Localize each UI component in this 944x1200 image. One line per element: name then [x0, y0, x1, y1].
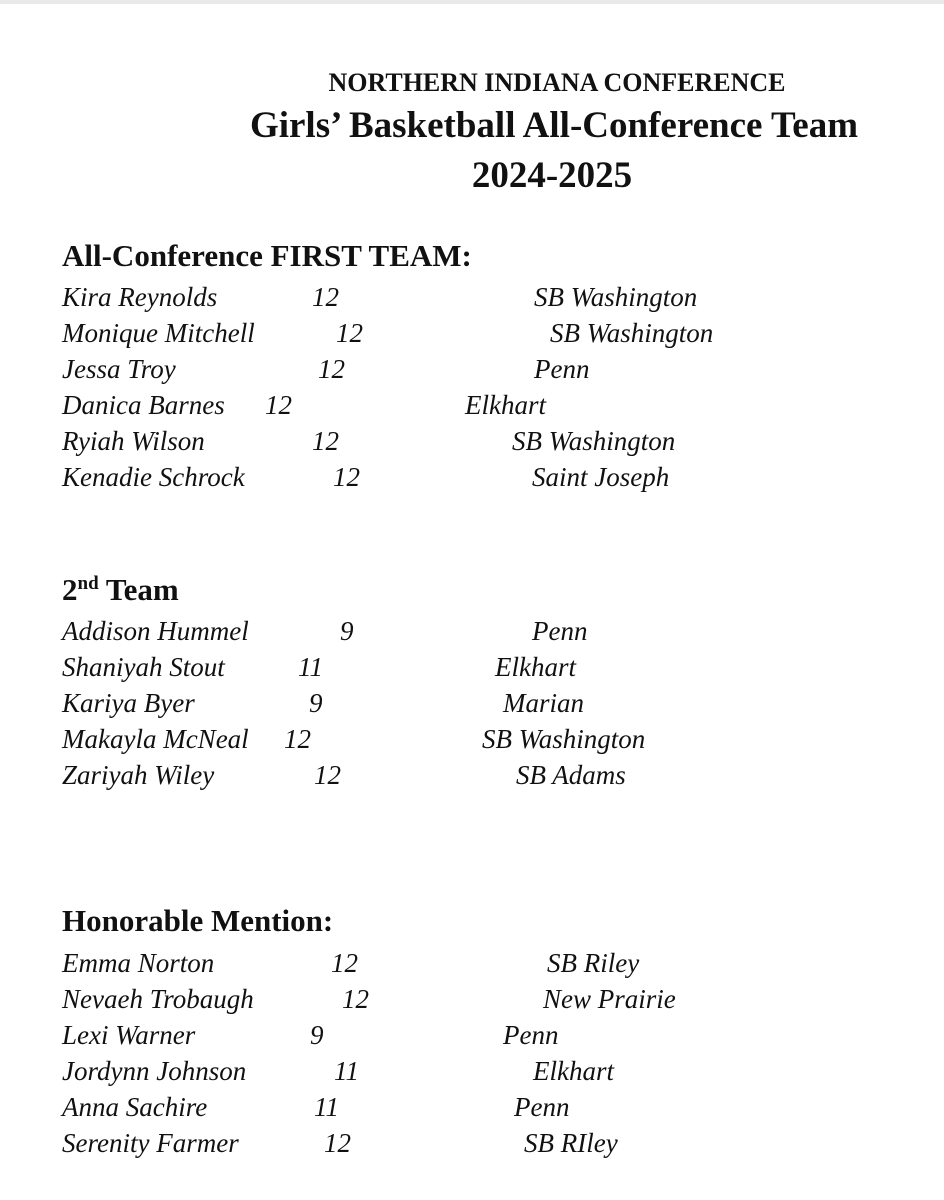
- player-school: Penn: [534, 354, 590, 384]
- player-school: Saint Joseph: [532, 462, 670, 492]
- player-grade: 12: [284, 724, 311, 754]
- player-school: Penn: [514, 1092, 570, 1122]
- player-grade: 12: [331, 948, 358, 978]
- player-grade: 12: [336, 318, 363, 348]
- conference-name: NORTHERN INDIANA CONFERENCE: [328, 68, 786, 97]
- player-name: Jessa Troy: [62, 354, 176, 384]
- player-name: Emma Norton: [62, 948, 215, 978]
- second-team-row: [0, 688, 944, 724]
- player-school: SB Adams: [516, 760, 626, 790]
- second-team-row: [0, 616, 944, 652]
- first-team-row: [0, 426, 944, 462]
- player-name: Kariya Byer: [62, 688, 195, 718]
- player-school: Penn: [503, 1020, 559, 1050]
- player-name: Zariyah Wiley: [62, 760, 215, 790]
- first-team-row: [0, 354, 944, 390]
- second-team-row: [0, 724, 944, 760]
- player-school: SB Washington: [534, 282, 698, 312]
- second-team-row: [0, 760, 944, 796]
- second-team-heading-word: Team: [98, 572, 179, 607]
- honorable-mention-row: [0, 1128, 944, 1164]
- player-school: SB Washington: [550, 318, 714, 348]
- top-border: [0, 0, 944, 4]
- player-name: Jordynn Johnson: [62, 1056, 247, 1086]
- player-grade: 11: [298, 652, 323, 682]
- player-grade: 12: [265, 390, 292, 420]
- player-school: Elkhart: [533, 1056, 614, 1086]
- first-team-row: [0, 318, 944, 354]
- second-team-heading-number: 2: [62, 572, 78, 607]
- player-school: SB Washington: [512, 426, 676, 456]
- honorable-mention-row: [0, 1056, 944, 1092]
- player-grade: 12: [318, 354, 345, 384]
- player-name: Lexi Warner: [62, 1020, 196, 1050]
- player-grade: 12: [342, 984, 369, 1014]
- player-name: Monique Mitchell: [62, 318, 255, 348]
- player-name: Nevaeh Trobaugh: [62, 984, 254, 1014]
- player-name: Addison Hummel: [62, 616, 249, 646]
- honorable-mention-row: [0, 948, 944, 984]
- player-name: Kenadie Schrock: [62, 462, 245, 492]
- second-team-heading-ordinal: nd: [77, 573, 99, 594]
- player-school: SB RIley: [524, 1128, 618, 1158]
- document-title: Girls’ Basketball All-Conference Team: [249, 105, 859, 146]
- first-team-heading: All-Conference FIRST TEAM:: [62, 238, 472, 273]
- player-school: SB Riley: [547, 948, 640, 978]
- player-grade: 11: [334, 1056, 359, 1086]
- player-grade: 12: [324, 1128, 351, 1158]
- player-school: Elkhart: [465, 390, 546, 420]
- player-school: SB Washington: [482, 724, 646, 754]
- player-name: Shaniyah Stout: [62, 652, 225, 682]
- honorable-mention-heading: Honorable Mention:: [62, 903, 334, 938]
- player-name: Danica Barnes: [62, 390, 225, 420]
- player-grade: 11: [314, 1092, 339, 1122]
- second-team-heading: [62, 572, 179, 608]
- player-grade: 12: [312, 282, 339, 312]
- player-school: Penn: [532, 616, 588, 646]
- player-school: New Prairie: [543, 984, 676, 1014]
- player-school: Marian: [503, 688, 584, 718]
- first-team-row: [0, 282, 944, 318]
- season-label: 2024-2025: [471, 155, 633, 196]
- honorable-mention-row: [0, 1092, 944, 1128]
- player-name: Anna Sachire: [62, 1092, 208, 1122]
- player-grade: 9: [310, 1020, 324, 1050]
- player-name: Serenity Farmer: [62, 1128, 239, 1158]
- player-grade: 12: [312, 426, 339, 456]
- first-team-row: [0, 462, 944, 498]
- second-team-row: [0, 652, 944, 688]
- player-school: Elkhart: [495, 652, 576, 682]
- player-grade: 12: [314, 760, 341, 790]
- first-team-row: [0, 390, 944, 426]
- player-name: Kira Reynolds: [62, 282, 218, 312]
- player-grade: 12: [333, 462, 360, 492]
- honorable-mention-row: [0, 1020, 944, 1056]
- player-name: Ryiah Wilson: [62, 426, 205, 456]
- player-grade: 9: [309, 688, 323, 718]
- honorable-mention-row: [0, 984, 944, 1020]
- player-grade: 9: [340, 616, 354, 646]
- player-name: Makayla McNeal: [62, 724, 249, 754]
